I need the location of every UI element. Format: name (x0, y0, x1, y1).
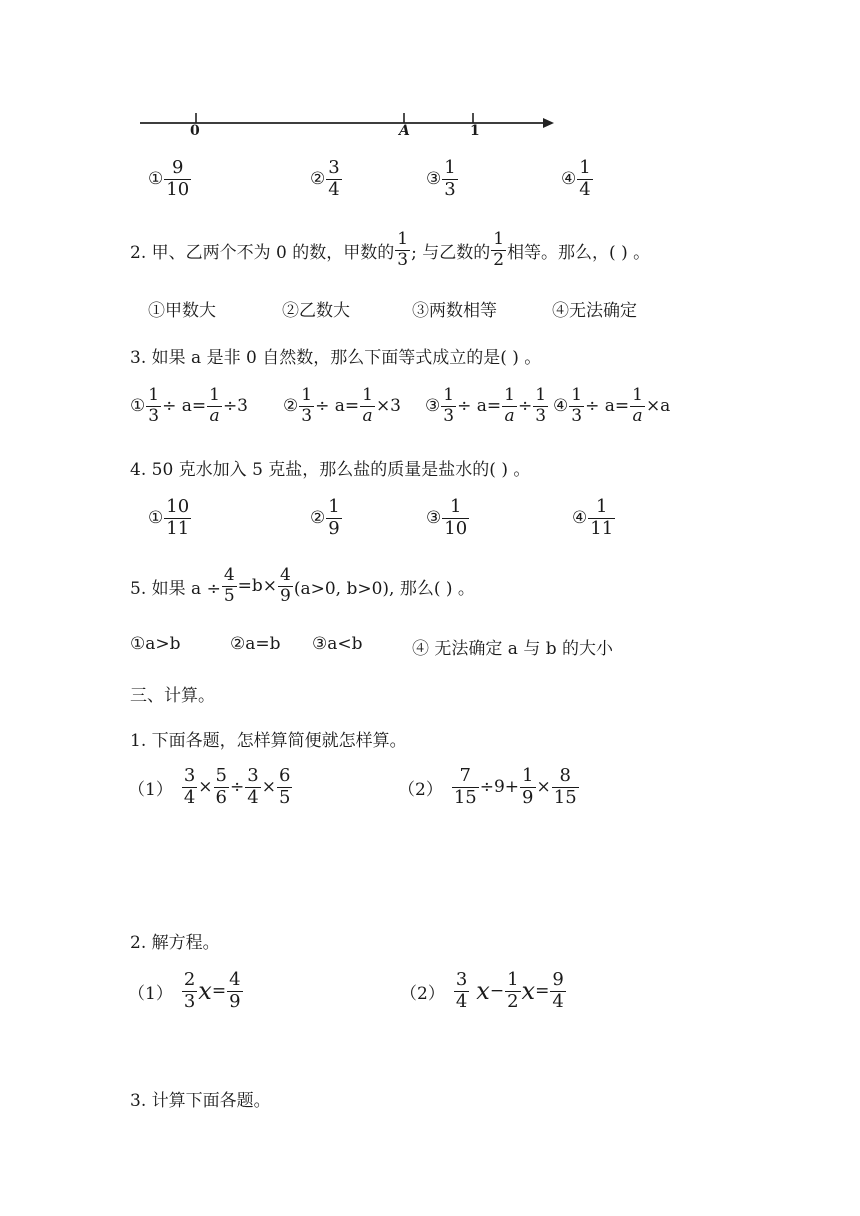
section3-sub1: 1. 下面各题，怎样算简便就怎样算。 (130, 731, 407, 751)
section3-sub2: 2. 解方程。 (130, 933, 220, 953)
number-line (138, 104, 558, 144)
q2-option-3[interactable]: ③两数相等 (412, 301, 497, 321)
q3-option-4[interactable]: ④ $\frac{1}{3}$ ÷ a= $\frac{1}{a}$ ×a (553, 385, 671, 426)
q4-option-2[interactable]: ② $\frac{1}{9}$ (310, 496, 340, 539)
q4-option-4[interactable]: ④ $\frac{1}{11}$ (572, 496, 614, 539)
q4-option-1[interactable]: ① $\frac{10}{11}$ (148, 496, 190, 539)
q5-option-3[interactable]: ③a<b (312, 634, 363, 654)
q2-stem: 2. 甲、乙两个不为 0 的数，甲数的 $\frac{1}{3}$ ; 与乙数的 $\frac{1}{2}$ 相等。那么，( ) 。 (130, 229, 651, 270)
q1-option-4[interactable]: ④ $\frac{1}{4}$ (561, 157, 591, 200)
q3-option-1[interactable]: ① $\frac{1}{3}$ ÷ a= $\frac{1}{a}$ ÷3 (130, 385, 248, 426)
calc2-expression: （2） $\frac{7}{15}$ ÷9+ $\frac{1}{9}$ × $\frac{8}{15}$ (398, 765, 577, 808)
q4-option-3[interactable]: ③ $\frac{1}{10}$ (426, 496, 468, 539)
q3-stem: 3. 如果 a 是非 0 自然数，那么下面等式成立的是( ) 。 (130, 348, 542, 368)
q5-option-4[interactable]: ④ 无法确定 a 与 b 的大小 (412, 639, 614, 659)
q5-option-2[interactable]: ②a=b (230, 634, 281, 654)
q4-stem: 4. 50 克水加入 5 克盐，那么盐的质量是盐水的( ) 。 (130, 460, 531, 480)
q2-option-4[interactable]: ④无法确定 (552, 301, 637, 321)
numberline-zero-label: 0 (190, 123, 200, 139)
q2-option-1[interactable]: ①甲数大 (148, 301, 216, 321)
q5-stem: 5. 如果 a ÷ $\frac{4}{5}$ =b× $\frac{4}{9}$ (a>0, b>0), 那么( ) 。 (130, 565, 475, 606)
q3-option-2[interactable]: ② $\frac{1}{3}$ ÷ a= $\frac{1}{a}$ ×3 (283, 385, 401, 426)
section3-sub3: 3. 计算下面各题。 (130, 1091, 271, 1111)
q5-option-1[interactable]: ①a>b (130, 634, 181, 654)
q1-option-3[interactable]: ③ $\frac{1}{3}$ (426, 157, 456, 200)
numberline-a-label: A (399, 123, 410, 139)
equation-1: （1） $\frac{2}{3}$ x = $\frac{4}{9}$ (128, 969, 241, 1012)
section3-title: 三、计算。 (130, 686, 215, 706)
calc1-expression: （1） $\frac{3}{4}$ × $\frac{5}{6}$ ÷ $\frac{3}{4}$ × $\frac{6}{5}$ (128, 765, 291, 808)
q3-option-3[interactable]: ③ $\frac{1}{3}$ ÷ a= $\frac{1}{a}$ ÷ $\frac{1}{3}$ (425, 385, 547, 426)
numberline-one-label: 1 (470, 123, 480, 139)
equation-2: （2） $\frac{3}{4}$ x − $\frac{1}{2}$ x = $\frac{9}{4}$ (400, 969, 564, 1012)
q1-option-2[interactable]: ② $\frac{3}{4}$ (310, 157, 340, 200)
q2-option-2[interactable]: ②乙数大 (282, 301, 350, 321)
q1-option-1[interactable]: ① $\frac{9}{10}$ (148, 157, 190, 200)
